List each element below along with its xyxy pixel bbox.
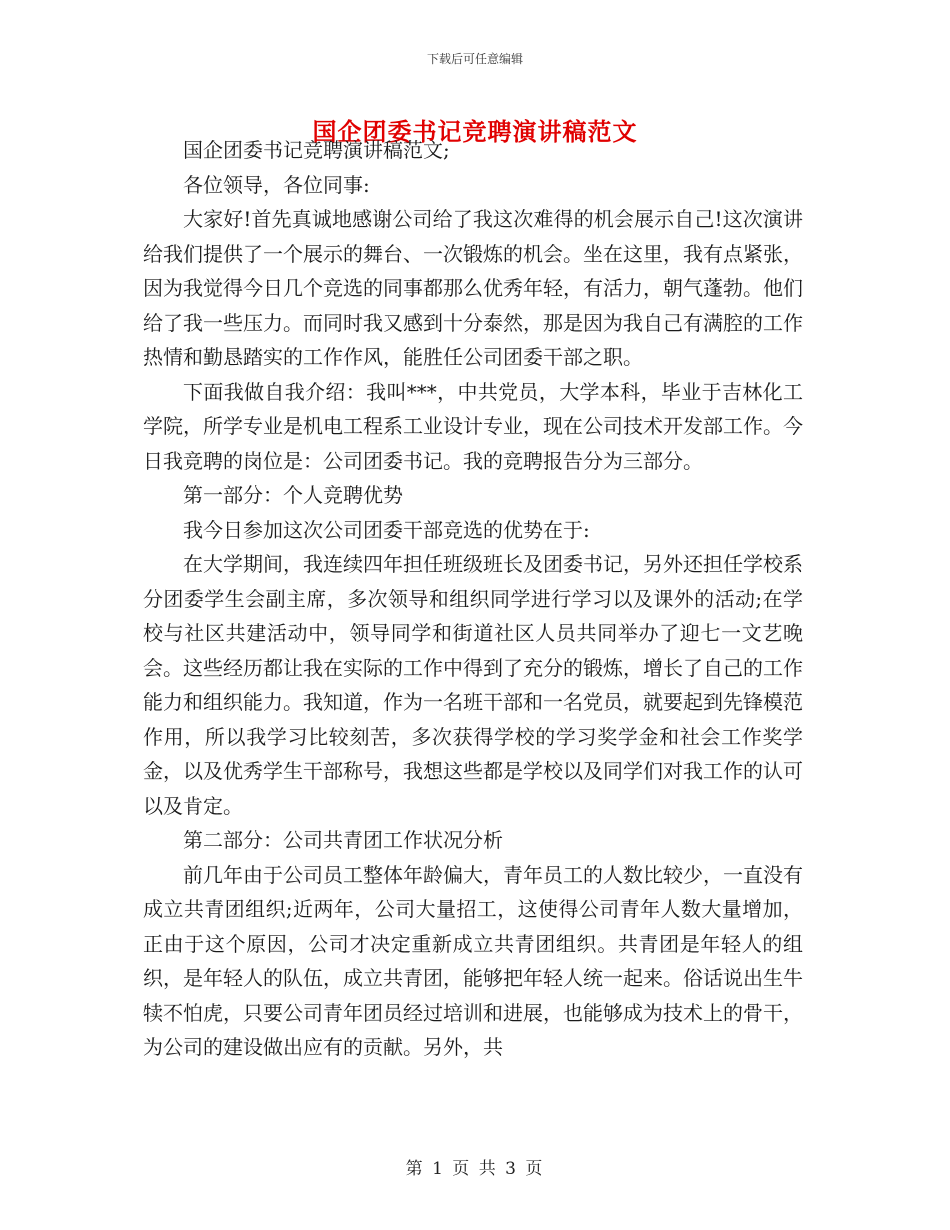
document-body [143, 133, 803, 1065]
paragraph-opening: 大家好!首先真诚地感谢公司给了我这次难得的机会展示自己!这次演讲给我们提供了一个展示的舞台、一次锻炼的机会。坐在这里，我有点紧张，因为我觉得今日几个竞选的同事都那么优秀年轻，有活力，朝气蓬勃。他们给了我一些压力。而同时我又感到十分泰然，那是因为我自己有满腔的工作热情和勤恳踏实的工作作风，能胜任公司团委干部之职。 [143, 207, 803, 369]
paragraph-salutation: 各位领导，各位同事: [183, 172, 370, 197]
section-heading-part-two: 第二部分：公司共青团工作状况分析 [183, 828, 503, 852]
page-header-note: 下载后可任意编辑 [426, 52, 523, 66]
paragraph-self-introduction: 下面我做自我介绍：我叫***，中共党员，大学本科，毕业于吉林化工学院，所学专业是机电工程系工业设计专业，现在公司技术开发部工作。今日我竞聘的岗位是：公司团委书记。我的竞聘报告分为三部分。 [143, 379, 803, 473]
paragraph-subtitle: 国企团委书记竞聘演讲稿范文; [183, 138, 450, 162]
paragraph-league-analysis: 前几年由于公司员工整体年龄偏大，青年员工的人数比较少，一直没有成立共青团组织;近两年，公司大量招工，这使得公司青年人数大量增加，正由于这个原因，公司才决定重新成立共青团组织。共青团是年轻人的组织，是年轻人的队伍，成立共青团，能够把年轻人统一起来。俗话说出生牛犊不怕虎，只要公司青年团员经过培训和进展，也能够成为技术上的骨干，为公司的建设做出应有的贡献。另外，共 [143, 862, 803, 1059]
section-heading-part-one: 第一部分：个人竞聘优势 [183, 483, 403, 507]
page-footer-page-number: 第 1 页 共 3 页 [405, 1159, 545, 1179]
paragraph-advantages-intro: 我今日参加这次公司团委干部竞选的优势在于: [183, 517, 590, 542]
document-title: 国企团委书记竞聘演讲稿范文 [312, 117, 638, 146]
paragraph-university-experience: 在大学期间，我连续四年担任班级班长及团委书记，另外还担任学校系分团委学生会副主席，多次领导和组织同学进行学习以及课外的活动;在学校与社区共建活动中，领导同学和街道社区人员共同举办了迎七一文艺晚会。这些经历都让我在实际的工作中得到了充分的锻炼，增长了自己的工作能力和组织能力。我知道，作为一名班干部和一名党员，就要起到先锋模范作用，所以我学习比较刻苦，多次获得学校的学习奖学金和社会工作奖学金，以及优秀学生干部称号，我想这些都是学校以及同学们对我工作的认可以及肯定。 [143, 552, 803, 818]
